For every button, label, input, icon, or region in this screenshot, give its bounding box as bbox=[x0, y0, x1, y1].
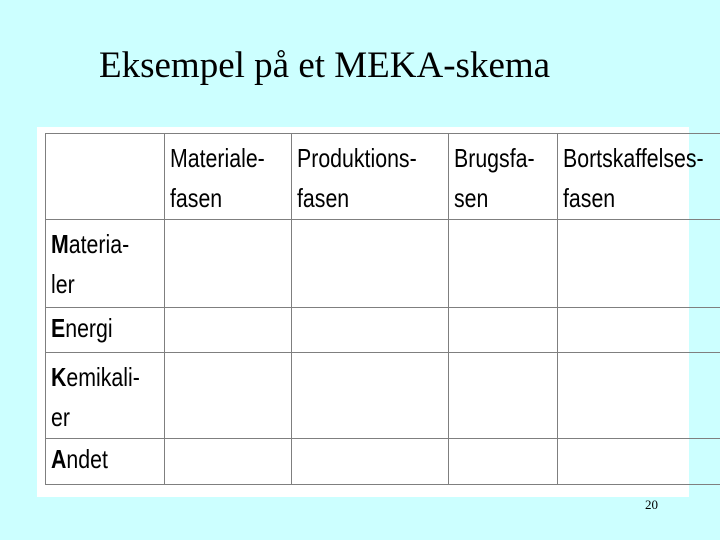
corner-cell bbox=[46, 134, 165, 220]
table-row-andet bbox=[46, 439, 720, 485]
header-row bbox=[46, 134, 720, 220]
empty-cell bbox=[165, 439, 292, 485]
column-header-bortskaffelsesfasen: Bortskaffelses- fasen bbox=[558, 134, 720, 220]
empty-cell bbox=[448, 220, 557, 308]
meka-table-panel bbox=[37, 127, 704, 497]
empty-cell bbox=[165, 308, 292, 353]
row-header-kemikalier: Kemikali- er bbox=[46, 353, 165, 439]
empty-cell bbox=[165, 220, 292, 308]
empty-cell bbox=[165, 353, 292, 439]
page-number: 20 bbox=[645, 497, 658, 512]
empty-cell bbox=[448, 308, 557, 353]
empty-cell bbox=[558, 308, 720, 353]
empty-cell bbox=[291, 353, 448, 439]
column-header-brugsfasen: Brugsfa- sen bbox=[448, 134, 557, 220]
row-header-energi: Energi bbox=[46, 308, 165, 353]
empty-cell bbox=[558, 353, 720, 439]
table-row-materialer bbox=[46, 220, 720, 308]
empty-cell bbox=[448, 439, 557, 485]
empty-cell bbox=[448, 353, 557, 439]
empty-cell bbox=[291, 439, 448, 485]
table-row-energi bbox=[46, 308, 720, 353]
empty-cell bbox=[558, 439, 720, 485]
column-header-produktionsfasen: Produktions- fasen bbox=[291, 134, 448, 220]
row-header-andet: Andet bbox=[46, 439, 165, 485]
row-header-materialer: Materia- ler bbox=[46, 220, 165, 308]
empty-cell bbox=[291, 220, 448, 308]
meka-table bbox=[45, 133, 720, 485]
empty-cell bbox=[291, 308, 448, 353]
empty-cell bbox=[558, 220, 720, 308]
slide-title: Eksempel på et MEKA-skema bbox=[99, 45, 551, 86]
column-header-materialefasen: Materiale- fasen bbox=[165, 134, 292, 220]
table-row-kemikalier bbox=[46, 353, 720, 439]
